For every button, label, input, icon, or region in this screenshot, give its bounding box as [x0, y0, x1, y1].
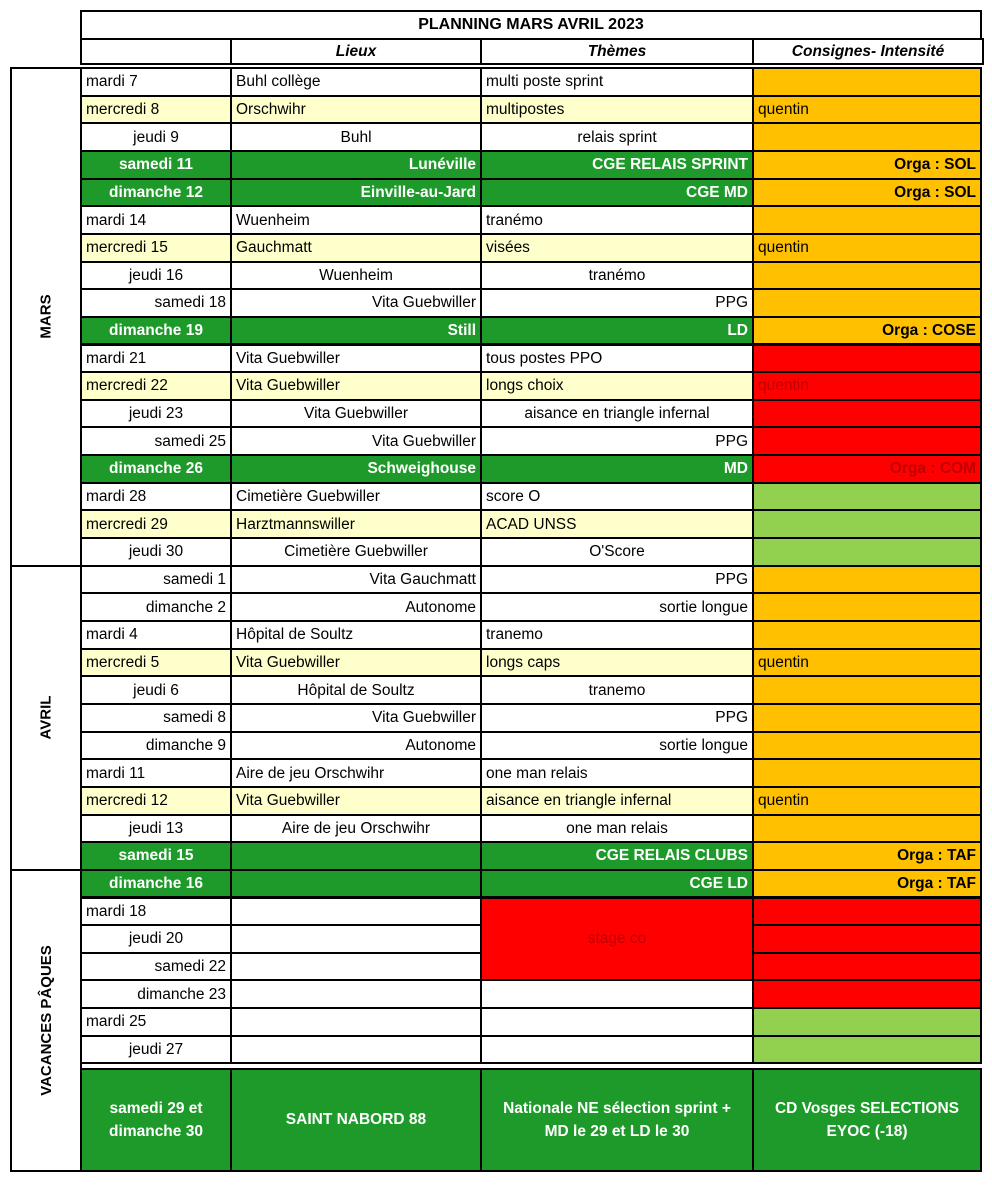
row-lieu: Vita Guebwiller [230, 344, 482, 374]
row-consigne [752, 814, 982, 844]
row-lieu: Autonome [230, 731, 482, 761]
row-lieu: Vita Guebwiller [230, 399, 482, 429]
row-consigne: quentin [752, 786, 982, 816]
final-consigne: CD Vosges SELECTIONS EYOC (-18) [752, 1068, 982, 1172]
row-lieu: Still [230, 316, 482, 346]
row-theme: CGE RELAIS SPRINT [480, 150, 754, 180]
row-consigne: Orga : COM [752, 454, 982, 484]
row-theme: CGE RELAIS CLUBS [480, 841, 754, 871]
row-day: mercredi 22 [80, 371, 232, 401]
row-consigne: Orga : SOL [752, 150, 982, 180]
row-theme: tranémo [480, 205, 754, 235]
row-lieu [230, 869, 482, 899]
row-theme: tranémo [480, 261, 754, 291]
section-label-2 [10, 869, 82, 1172]
row-consigne: Orga : SOL [752, 178, 982, 208]
row-day: samedi 8 [80, 703, 232, 733]
row-consigne [752, 675, 982, 705]
row-day: jeudi 16 [80, 261, 232, 291]
row-lieu: Buhl collège [230, 67, 482, 97]
row-day: mardi 11 [80, 758, 232, 788]
row-consigne [752, 952, 982, 982]
final-day: samedi 29 et dimanche 30 [80, 1068, 232, 1172]
row-day: jeudi 6 [80, 675, 232, 705]
row-consigne [752, 67, 982, 97]
row-theme: aisance en triangle infernal [480, 399, 754, 429]
row-theme: tous postes PPO [480, 344, 754, 374]
row-day: mercredi 15 [80, 233, 232, 263]
row-consigne [752, 399, 982, 429]
row-theme: visées [480, 233, 754, 263]
row-lieu: Hôpital de Soultz [230, 675, 482, 705]
row-consigne [752, 426, 982, 456]
row-consigne [752, 205, 982, 235]
row-day: mardi 14 [80, 205, 232, 235]
row-theme: sortie longue [480, 731, 754, 761]
row-day: mardi 4 [80, 620, 232, 650]
row-theme: longs choix [480, 371, 754, 401]
row-consigne [752, 565, 982, 595]
section-label-1 [10, 565, 82, 871]
row-day: samedi 18 [80, 288, 232, 318]
header-lieux: Lieux [230, 38, 482, 65]
row-lieu: Gauchmatt [230, 233, 482, 263]
row-lieu: Vita Gauchmatt [230, 565, 482, 595]
row-lieu: Vita Guebwiller [230, 426, 482, 456]
row-consigne: quentin [752, 648, 982, 678]
row-lieu [230, 897, 482, 927]
planning-title: PLANNING MARS AVRIL 2023 [80, 10, 982, 40]
row-lieu: Aire de jeu Orschwihr [230, 814, 482, 844]
row-theme [480, 1035, 754, 1065]
row-theme: relais sprint [480, 122, 754, 152]
row-day: mercredi 12 [80, 786, 232, 816]
row-day: mercredi 29 [80, 509, 232, 539]
row-consigne [752, 731, 982, 761]
row-theme: O'Score [480, 537, 754, 567]
section-label-0 [10, 67, 82, 567]
row-day: samedi 25 [80, 426, 232, 456]
row-lieu: Vita Guebwiller [230, 703, 482, 733]
row-day: samedi 22 [80, 952, 232, 982]
row-theme: PPG [480, 703, 754, 733]
row-theme: multipostes [480, 95, 754, 125]
row-consigne [752, 482, 982, 512]
row-lieu: Wuenheim [230, 261, 482, 291]
row-theme: one man relais [480, 814, 754, 844]
row-day: jeudi 20 [80, 924, 232, 954]
row-day: dimanche 12 [80, 178, 232, 208]
row-lieu: Schweighouse [230, 454, 482, 484]
row-consigne: Orga : COSE [752, 316, 982, 346]
row-theme: multi poste sprint [480, 67, 754, 97]
row-day: jeudi 30 [80, 537, 232, 567]
row-lieu: Aire de jeu Orschwihr [230, 758, 482, 788]
row-lieu: Vita Guebwiller [230, 288, 482, 318]
row-consigne: quentin [752, 371, 982, 401]
row-day: dimanche 19 [80, 316, 232, 346]
row-day: samedi 1 [80, 565, 232, 595]
row-lieu: Cimetière Guebwiller [230, 482, 482, 512]
row-theme: one man relais [480, 758, 754, 788]
row-consigne [752, 261, 982, 291]
row-day: jeudi 27 [80, 1035, 232, 1065]
row-theme: aisance en triangle infernal [480, 786, 754, 816]
row-consigne [752, 924, 982, 954]
row-day: mardi 18 [80, 897, 232, 927]
row-theme: PPG [480, 426, 754, 456]
row-consigne [752, 1007, 982, 1037]
row-day: dimanche 9 [80, 731, 232, 761]
row-theme: CGE LD [480, 869, 754, 899]
row-theme: score O [480, 482, 754, 512]
section-label-text: VACANCES PÂQUES [37, 945, 55, 1096]
row-lieu: Hôpital de Soultz [230, 620, 482, 650]
row-day: jeudi 9 [80, 122, 232, 152]
row-consigne [752, 537, 982, 567]
row-theme: sortie longue [480, 592, 754, 622]
row-lieu: Einville-au-Jard [230, 178, 482, 208]
row-consigne [752, 122, 982, 152]
row-day: mardi 21 [80, 344, 232, 374]
header-themes: Thèmes [480, 38, 754, 65]
final-theme: Nationale NE sélection sprint + MD le 29 et LD le 30 [480, 1068, 754, 1172]
row-lieu [230, 952, 482, 982]
row-theme: CGE MD [480, 178, 754, 208]
row-lieu: Vita Guebwiller [230, 371, 482, 401]
row-lieu: Lunéville [230, 150, 482, 180]
header-day [80, 38, 232, 65]
row-theme: ACAD UNSS [480, 509, 754, 539]
row-day: mardi 7 [80, 67, 232, 97]
stage-cell: stage co [480, 897, 754, 982]
row-lieu [230, 979, 482, 1009]
row-lieu [230, 1007, 482, 1037]
row-theme: MD [480, 454, 754, 484]
row-lieu: Buhl [230, 122, 482, 152]
row-day: dimanche 26 [80, 454, 232, 484]
row-day: dimanche 23 [80, 979, 232, 1009]
row-theme: longs caps [480, 648, 754, 678]
row-theme: LD [480, 316, 754, 346]
row-consigne: quentin [752, 95, 982, 125]
section-label-text: MARS [37, 294, 55, 339]
row-consigne [752, 592, 982, 622]
header-consignes: Consignes- Intensité [752, 38, 984, 65]
row-consigne: Orga : TAF [752, 869, 982, 899]
row-consigne [752, 288, 982, 318]
row-lieu [230, 924, 482, 954]
row-day: samedi 11 [80, 150, 232, 180]
row-day: jeudi 13 [80, 814, 232, 844]
row-lieu: Orschwihr [230, 95, 482, 125]
row-theme [480, 1007, 754, 1037]
row-consigne [752, 509, 982, 539]
row-consigne [752, 620, 982, 650]
row-lieu: Autonome [230, 592, 482, 622]
row-consigne [752, 344, 982, 374]
row-lieu: Vita Guebwiller [230, 648, 482, 678]
row-consigne [752, 703, 982, 733]
row-theme: PPG [480, 288, 754, 318]
row-day: mardi 28 [80, 482, 232, 512]
row-theme: tranemo [480, 675, 754, 705]
row-lieu [230, 841, 482, 871]
row-day: samedi 15 [80, 841, 232, 871]
row-consigne [752, 758, 982, 788]
row-consigne [752, 1035, 982, 1065]
row-day: mercredi 8 [80, 95, 232, 125]
row-day: dimanche 16 [80, 869, 232, 899]
row-consigne [752, 897, 982, 927]
final-lieu: SAINT NABORD 88 [230, 1068, 482, 1172]
row-theme [480, 979, 754, 1009]
row-day: jeudi 23 [80, 399, 232, 429]
row-theme: tranemo [480, 620, 754, 650]
row-day: dimanche 2 [80, 592, 232, 622]
row-lieu: Harztmannswiller [230, 509, 482, 539]
row-consigne [752, 979, 982, 1009]
row-lieu: Cimetière Guebwiller [230, 537, 482, 567]
row-theme: PPG [480, 565, 754, 595]
row-lieu: Vita Guebwiller [230, 786, 482, 816]
row-consigne: quentin [752, 233, 982, 263]
row-lieu: Wuenheim [230, 205, 482, 235]
row-day: mercredi 5 [80, 648, 232, 678]
section-label-text: AVRIL [37, 695, 55, 740]
row-lieu [230, 1035, 482, 1065]
row-consigne: Orga : TAF [752, 841, 982, 871]
row-day: mardi 25 [80, 1007, 232, 1037]
